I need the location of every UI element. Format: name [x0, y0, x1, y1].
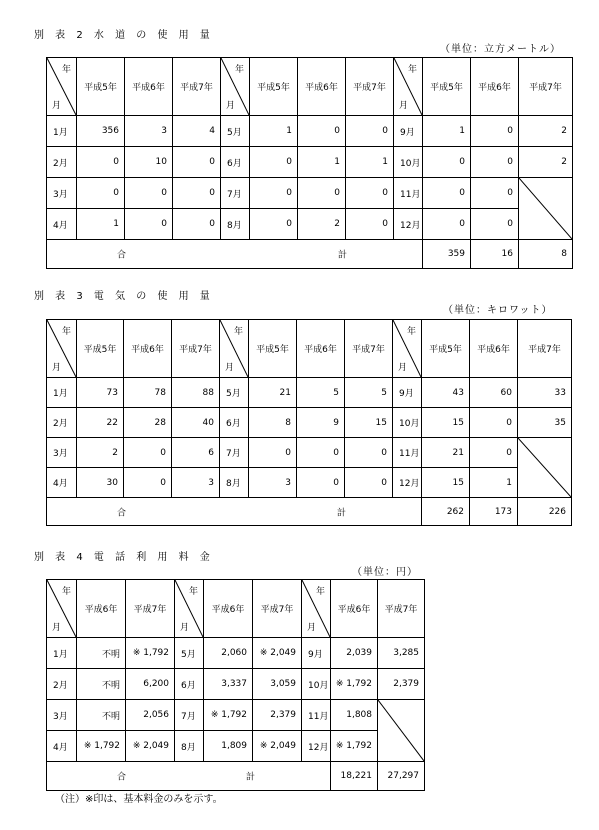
table-row: [47, 700, 425, 731]
month-cell: 5月: [175, 638, 204, 669]
corner-year-label: 年: [315, 587, 325, 597]
year-month-corner-cell: [221, 58, 250, 116]
year-header: 平成5年: [422, 320, 470, 378]
value-cell: 35: [518, 408, 572, 438]
table-row: [47, 147, 573, 178]
value-cell: 21: [422, 438, 470, 468]
year-month-corner-cell: [220, 320, 249, 378]
value-cell: 15: [422, 468, 470, 498]
value-cell: 33: [518, 378, 572, 408]
month-cell: 7月: [175, 700, 204, 731]
blank-cell: [378, 700, 425, 762]
corner-month-label: 月: [52, 363, 62, 373]
value-cell: 2,379: [378, 669, 425, 700]
month-cell: 9月: [393, 378, 422, 408]
total-value: 173: [470, 498, 518, 526]
value-cell: 15: [345, 408, 393, 438]
value-cell: ※ 1,792: [77, 731, 126, 762]
year-header: 平成6年: [77, 580, 126, 638]
table3-title: 別 表 4 電 話 利 用 料 金: [34, 552, 214, 563]
value-cell: 0: [124, 468, 172, 498]
value-cell: 43: [422, 378, 470, 408]
corner-month-label: 月: [398, 363, 408, 373]
value-cell: 2: [519, 116, 573, 147]
total-label-gou: 合: [117, 772, 127, 783]
value-cell: 0: [346, 178, 394, 209]
year-month-corner-cell: [47, 320, 77, 378]
total-label-cell: [47, 240, 423, 269]
total-value: 262: [422, 498, 470, 526]
year-header: 平成5年: [77, 58, 125, 116]
total-value: 18,221: [331, 762, 378, 791]
value-cell: 2,039: [331, 638, 378, 669]
value-cell: 2,056: [126, 700, 175, 731]
month-cell: 3月: [47, 438, 77, 468]
value-cell: 0: [250, 147, 298, 178]
value-cell: 0: [173, 147, 221, 178]
diagonal-line: [378, 700, 424, 761]
header-row: [47, 320, 572, 378]
value-cell: 0: [297, 438, 345, 468]
value-cell: 0: [250, 209, 298, 240]
corner-year-label: 年: [61, 327, 71, 337]
year-month-corner-cell: [175, 580, 204, 638]
year-header: 平成6年: [124, 320, 172, 378]
electricity-usage-table: [46, 319, 572, 526]
year-header: 平成5年: [423, 58, 471, 116]
table-row: [47, 731, 425, 762]
value-cell: 21: [249, 378, 297, 408]
month-cell: 7月: [220, 438, 249, 468]
total-label-gou: 合: [117, 250, 127, 261]
value-cell: 5: [345, 378, 393, 408]
year-header: 平成6年: [125, 58, 173, 116]
corner-year-label: 年: [407, 65, 417, 75]
value-cell: 1: [423, 116, 471, 147]
corner-year-label: 年: [61, 65, 71, 75]
value-cell: 0: [471, 178, 519, 209]
value-cell: 0: [345, 468, 393, 498]
total-value: 27,297: [378, 762, 425, 791]
value-cell: 2,379: [253, 700, 302, 731]
value-cell: 0: [346, 116, 394, 147]
value-cell: 9: [297, 408, 345, 438]
corner-month-label: 月: [180, 623, 190, 633]
corner-year-label: 年: [233, 327, 243, 337]
diagonal-line: [519, 178, 572, 239]
month-cell: 1月: [47, 378, 77, 408]
value-cell: 15: [422, 408, 470, 438]
value-cell: ※ 2,049: [253, 731, 302, 762]
value-cell: 0: [471, 209, 519, 240]
table2-unit: （単位：キロワット）: [443, 305, 553, 316]
header-row: [47, 58, 573, 116]
value-cell: 0: [345, 438, 393, 468]
total-label-kei: 計: [336, 508, 346, 518]
value-cell: 10: [125, 147, 173, 178]
value-cell: 0: [125, 209, 173, 240]
month-cell: 12月: [302, 731, 331, 762]
year-header: 平成5年: [249, 320, 297, 378]
month-cell: 12月: [393, 468, 422, 498]
total-label-kei: 計: [337, 250, 347, 261]
total-row: [47, 240, 573, 269]
blank-cell: [518, 438, 572, 498]
value-cell: 0: [298, 178, 346, 209]
value-cell: 5: [297, 378, 345, 408]
value-cell: 3: [125, 116, 173, 147]
value-cell: 2: [519, 147, 573, 178]
footnote: （注）※印は、基本料金のみを示す。: [55, 794, 223, 805]
total-label-cell: [47, 762, 331, 791]
value-cell: 0: [471, 116, 519, 147]
value-cell: 356: [77, 116, 125, 147]
value-cell: 0: [470, 438, 518, 468]
value-cell: 不明: [77, 700, 126, 731]
corner-month-label: 月: [225, 363, 235, 373]
year-header: 平成5年: [77, 320, 124, 378]
header-row: [47, 580, 425, 638]
month-cell: 8月: [220, 468, 249, 498]
year-header: 平成6年: [471, 58, 519, 116]
total-value: 226: [518, 498, 572, 526]
value-cell: 0: [423, 147, 471, 178]
value-cell: 1: [298, 147, 346, 178]
value-cell: 3,285: [378, 638, 425, 669]
value-cell: 1: [77, 209, 125, 240]
value-cell: 0: [423, 209, 471, 240]
value-cell: 3,337: [204, 669, 253, 700]
year-header: 平成6年: [470, 320, 518, 378]
value-cell: 1,808: [331, 700, 378, 731]
diagonal-line: [518, 438, 571, 497]
year-month-corner-cell: [393, 320, 422, 378]
value-cell: 60: [470, 378, 518, 408]
value-cell: 2: [77, 438, 124, 468]
month-cell: 11月: [394, 178, 423, 209]
value-cell: 0: [173, 209, 221, 240]
value-cell: 78: [124, 378, 172, 408]
total-label-cell: [47, 498, 422, 526]
month-cell: 4月: [47, 731, 77, 762]
value-cell: 88: [172, 378, 220, 408]
value-cell: ※ 1,792: [331, 731, 378, 762]
value-cell: 6,200: [126, 669, 175, 700]
month-cell: 11月: [302, 700, 331, 731]
value-cell: 73: [77, 378, 124, 408]
table-row: [47, 468, 572, 498]
month-cell: 1月: [47, 638, 77, 669]
table-row: [47, 638, 425, 669]
year-header: 平成7年: [172, 320, 220, 378]
month-cell: 9月: [394, 116, 423, 147]
year-header: 平成6年: [331, 580, 378, 638]
table-row: [47, 116, 573, 147]
month-cell: 12月: [394, 209, 423, 240]
value-cell: 0: [471, 147, 519, 178]
table-row: [47, 378, 572, 408]
year-header: 平成7年: [126, 580, 175, 638]
month-cell: 1月: [47, 116, 77, 147]
value-cell: 0: [173, 178, 221, 209]
corner-month-label: 月: [52, 623, 62, 633]
total-label-gou: 合: [117, 508, 127, 518]
total-row: [47, 762, 425, 791]
month-cell: 8月: [221, 209, 250, 240]
value-cell: ※ 2,049: [126, 731, 175, 762]
year-header: 平成7年: [253, 580, 302, 638]
table-row: [47, 209, 573, 240]
table3-unit: （単位：円）: [352, 567, 418, 578]
value-cell: 不明: [77, 638, 126, 669]
month-cell: 8月: [175, 731, 204, 762]
month-cell: 2月: [47, 147, 77, 178]
corner-year-label: 年: [234, 65, 244, 75]
value-cell: 28: [124, 408, 172, 438]
table-row: [47, 178, 573, 209]
year-month-corner-cell: [47, 58, 77, 116]
corner-year-label: 年: [406, 327, 416, 337]
value-cell: 3: [249, 468, 297, 498]
year-header: 平成7年: [346, 58, 394, 116]
table-row: [47, 408, 572, 438]
value-cell: 2: [298, 209, 346, 240]
value-cell: 4: [173, 116, 221, 147]
month-cell: 6月: [175, 669, 204, 700]
month-cell: 6月: [220, 408, 249, 438]
value-cell: 1,809: [204, 731, 253, 762]
value-cell: 0: [470, 408, 518, 438]
year-header: 平成6年: [204, 580, 253, 638]
value-cell: 2,060: [204, 638, 253, 669]
value-cell: 1: [470, 468, 518, 498]
month-cell: 11月: [393, 438, 422, 468]
month-cell: 10月: [394, 147, 423, 178]
month-cell: 4月: [47, 209, 77, 240]
year-month-corner-cell: [47, 580, 77, 638]
month-cell: 3月: [47, 700, 77, 731]
table1-title: 別 表 2 水 道 の 使 用 量: [34, 30, 214, 41]
year-header: 平成7年: [345, 320, 393, 378]
corner-year-label: 年: [61, 587, 71, 597]
year-header: 平成7年: [173, 58, 221, 116]
value-cell: 0: [125, 178, 173, 209]
value-cell: 0: [298, 116, 346, 147]
value-cell: 0: [249, 438, 297, 468]
year-header: 平成5年: [250, 58, 298, 116]
year-month-corner-cell: [302, 580, 331, 638]
value-cell: 30: [77, 468, 124, 498]
corner-month-label: 月: [52, 101, 62, 111]
value-cell: 0: [77, 178, 125, 209]
value-cell: 0: [297, 468, 345, 498]
table1-unit: （単位：立方メートル）: [440, 44, 561, 55]
table2-title: 別 表 3 電 気 の 使 用 量: [34, 291, 214, 302]
corner-month-label: 月: [307, 623, 317, 633]
month-cell: 5月: [221, 116, 250, 147]
year-header: 平成7年: [378, 580, 425, 638]
value-cell: 22: [77, 408, 124, 438]
month-cell: 9月: [302, 638, 331, 669]
total-value: 8: [519, 240, 573, 269]
month-cell: 7月: [221, 178, 250, 209]
month-cell: 6月: [221, 147, 250, 178]
month-cell: 2月: [47, 408, 77, 438]
value-cell: ※ 1,792: [331, 669, 378, 700]
corner-month-label: 月: [226, 101, 236, 111]
total-value: 359: [423, 240, 471, 269]
value-cell: 6: [172, 438, 220, 468]
year-month-corner-cell: [394, 58, 423, 116]
value-cell: ※ 1,792: [204, 700, 253, 731]
corner-year-label: 年: [188, 587, 198, 597]
value-cell: 3,059: [253, 669, 302, 700]
blank-cell: [519, 178, 573, 240]
water-usage-table: [46, 57, 573, 269]
month-cell: 2月: [47, 669, 77, 700]
table-row: [47, 669, 425, 700]
total-value: 16: [471, 240, 519, 269]
value-cell: 0: [346, 209, 394, 240]
year-header: 平成7年: [519, 58, 573, 116]
value-cell: 不明: [77, 669, 126, 700]
total-row: [47, 498, 572, 526]
value-cell: 40: [172, 408, 220, 438]
month-cell: 5月: [220, 378, 249, 408]
value-cell: ※ 1,792: [126, 638, 175, 669]
table-row: [47, 438, 572, 468]
value-cell: 1: [346, 147, 394, 178]
total-label-kei: 計: [245, 772, 255, 783]
value-cell: 0: [77, 147, 125, 178]
month-cell: 4月: [47, 468, 77, 498]
value-cell: 3: [172, 468, 220, 498]
value-cell: 8: [249, 408, 297, 438]
value-cell: ※ 2,049: [253, 638, 302, 669]
year-header: 平成6年: [297, 320, 345, 378]
corner-month-label: 月: [399, 101, 409, 111]
value-cell: 0: [423, 178, 471, 209]
value-cell: 0: [250, 178, 298, 209]
month-cell: 10月: [302, 669, 331, 700]
year-header: 平成6年: [298, 58, 346, 116]
phone-charge-table: [46, 579, 425, 791]
value-cell: 1: [250, 116, 298, 147]
month-cell: 3月: [47, 178, 77, 209]
year-header: 平成7年: [518, 320, 572, 378]
value-cell: 0: [124, 438, 172, 468]
month-cell: 10月: [393, 408, 422, 438]
